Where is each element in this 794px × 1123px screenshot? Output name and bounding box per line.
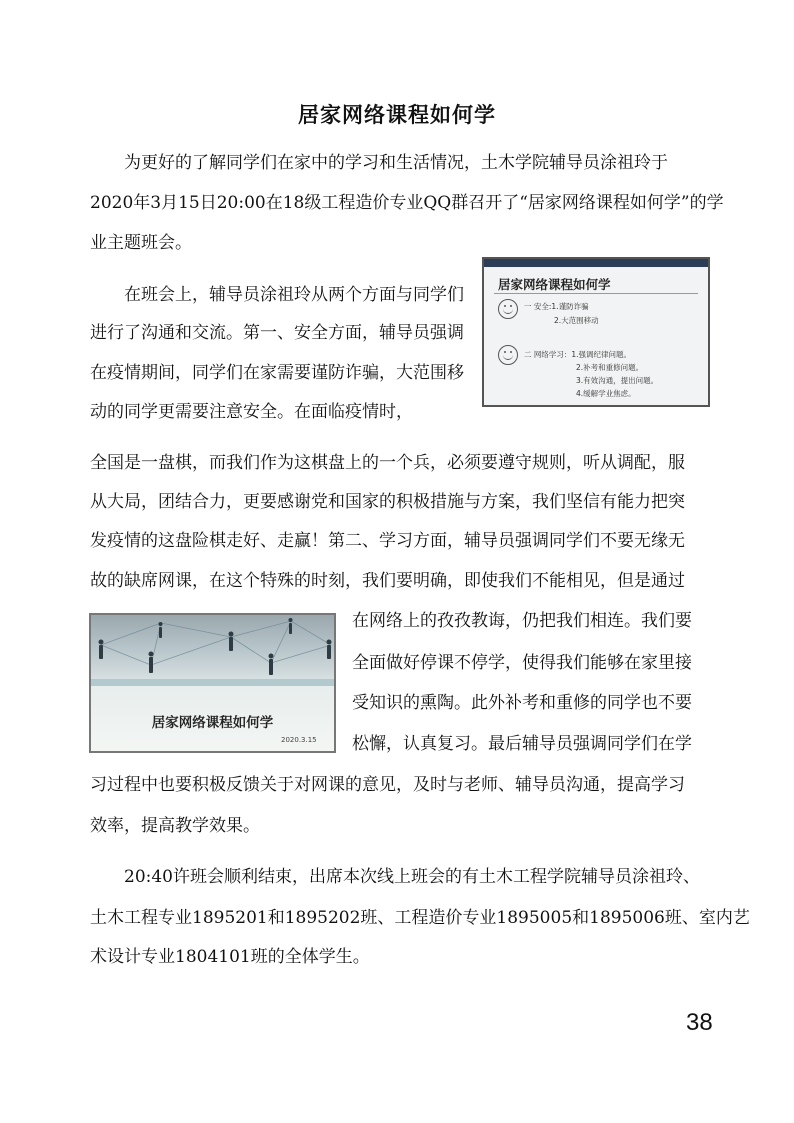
paragraph-line: 在疫情期间，同学们在家需要谨防诈骗，大范围移: [90, 363, 464, 383]
slide-cover-title: 居家网络课程如何学: [151, 715, 274, 731]
network-lines-graphic: [91, 615, 336, 679]
paragraph-line: 在网络上的孜孜教诲，仍把我们相连。我们要: [352, 611, 692, 631]
paragraph-line: 业主题班会。: [90, 233, 192, 253]
paragraph-line: 全国是一盘棋，而我们作为这棋盘上的一个兵，必须要遵守规则，听从调配，服: [90, 453, 685, 473]
network-photo: [91, 615, 334, 679]
paragraph-line: 故的缺席网课，在这个特殊的时刻，我们要明确，即使我们不能相见，但是通过: [90, 571, 685, 591]
slide-cover-screenshot: [89, 613, 336, 753]
paragraph-line: 2020年3月15日20:00在18级工程造价专业QQ群召开了“居家网络课程如何学”的学: [90, 193, 724, 213]
paragraph-line: 发疫情的这盘险棋走好、走赢！第二、学习方面，辅导员强调同学们不要无缘无: [90, 531, 685, 551]
slide-item: 二 网络学习：1.强调纪律问题。: [524, 350, 632, 359]
slide-item: 4.缓解学业焦虑。: [576, 389, 636, 398]
slide-item: 2.大范围移动: [554, 316, 599, 325]
slide-top-bar: [484, 259, 708, 267]
paragraph-line: 从大局，团结合力，更要感谢党和国家的积极措施与方案，我们坚信有能力把突: [90, 492, 685, 512]
paragraph-line: 动的同学更需要注意安全。在面临疫情时，: [90, 402, 413, 422]
paragraph-line: 全面做好停课不停学，使得我们能够在家里接: [352, 653, 692, 673]
paragraph-line: 术设计专业1804101班的全体学生。: [90, 947, 370, 967]
slide-divider: [494, 293, 698, 294]
paragraph-line: 松懈，认真复习。最后辅导员强调同学们在学: [352, 734, 692, 754]
paragraph-line: 土木工程专业1895201和1895202班、工程造价专业1895005和1895006班、室内艺: [90, 908, 750, 928]
paragraph-line: 受知识的熏陶。此外补考和重修的同学也不要: [352, 693, 692, 713]
page-number: 38: [686, 1009, 713, 1036]
paragraph-line: 效率，提高教学效果。: [90, 816, 260, 836]
slide-title: 居家网络课程如何学: [498, 277, 611, 292]
page-title: 居家网络课程如何学: [298, 102, 496, 127]
slide-item: 一 安全:1.谨防诈骗: [524, 302, 589, 311]
slide-accent-band: [91, 679, 334, 686]
slide-item: 2.补考和重修问题。: [576, 363, 644, 372]
paragraph-line: 习过程中也要积极反馈关于对网课的意见，及时与老师、辅导员沟通，提高学习: [90, 775, 685, 795]
slide-item: 3.有效沟通，提出问题。: [576, 376, 659, 385]
paragraph-line: 为更好的了解同学们在家中的学习和生活情况，土木学院辅导员涂祖玲于: [124, 153, 668, 173]
slide-cover-date: 2020.3.15: [281, 736, 317, 744]
paragraph-line: 进行了沟通和交流。第一、安全方面，辅导员强调: [90, 323, 464, 343]
smiley-icon: [498, 345, 518, 365]
slide-screenshot-outline: [482, 257, 710, 407]
paragraph-line: 在班会上，辅导员涂祖玲从两个方面与同学们: [124, 285, 464, 305]
smiley-icon: [498, 299, 518, 319]
paragraph-line: 20:40许班会顺利结束，出席本次线上班会的有土木工程学院辅导员涂祖玲、: [124, 867, 700, 887]
